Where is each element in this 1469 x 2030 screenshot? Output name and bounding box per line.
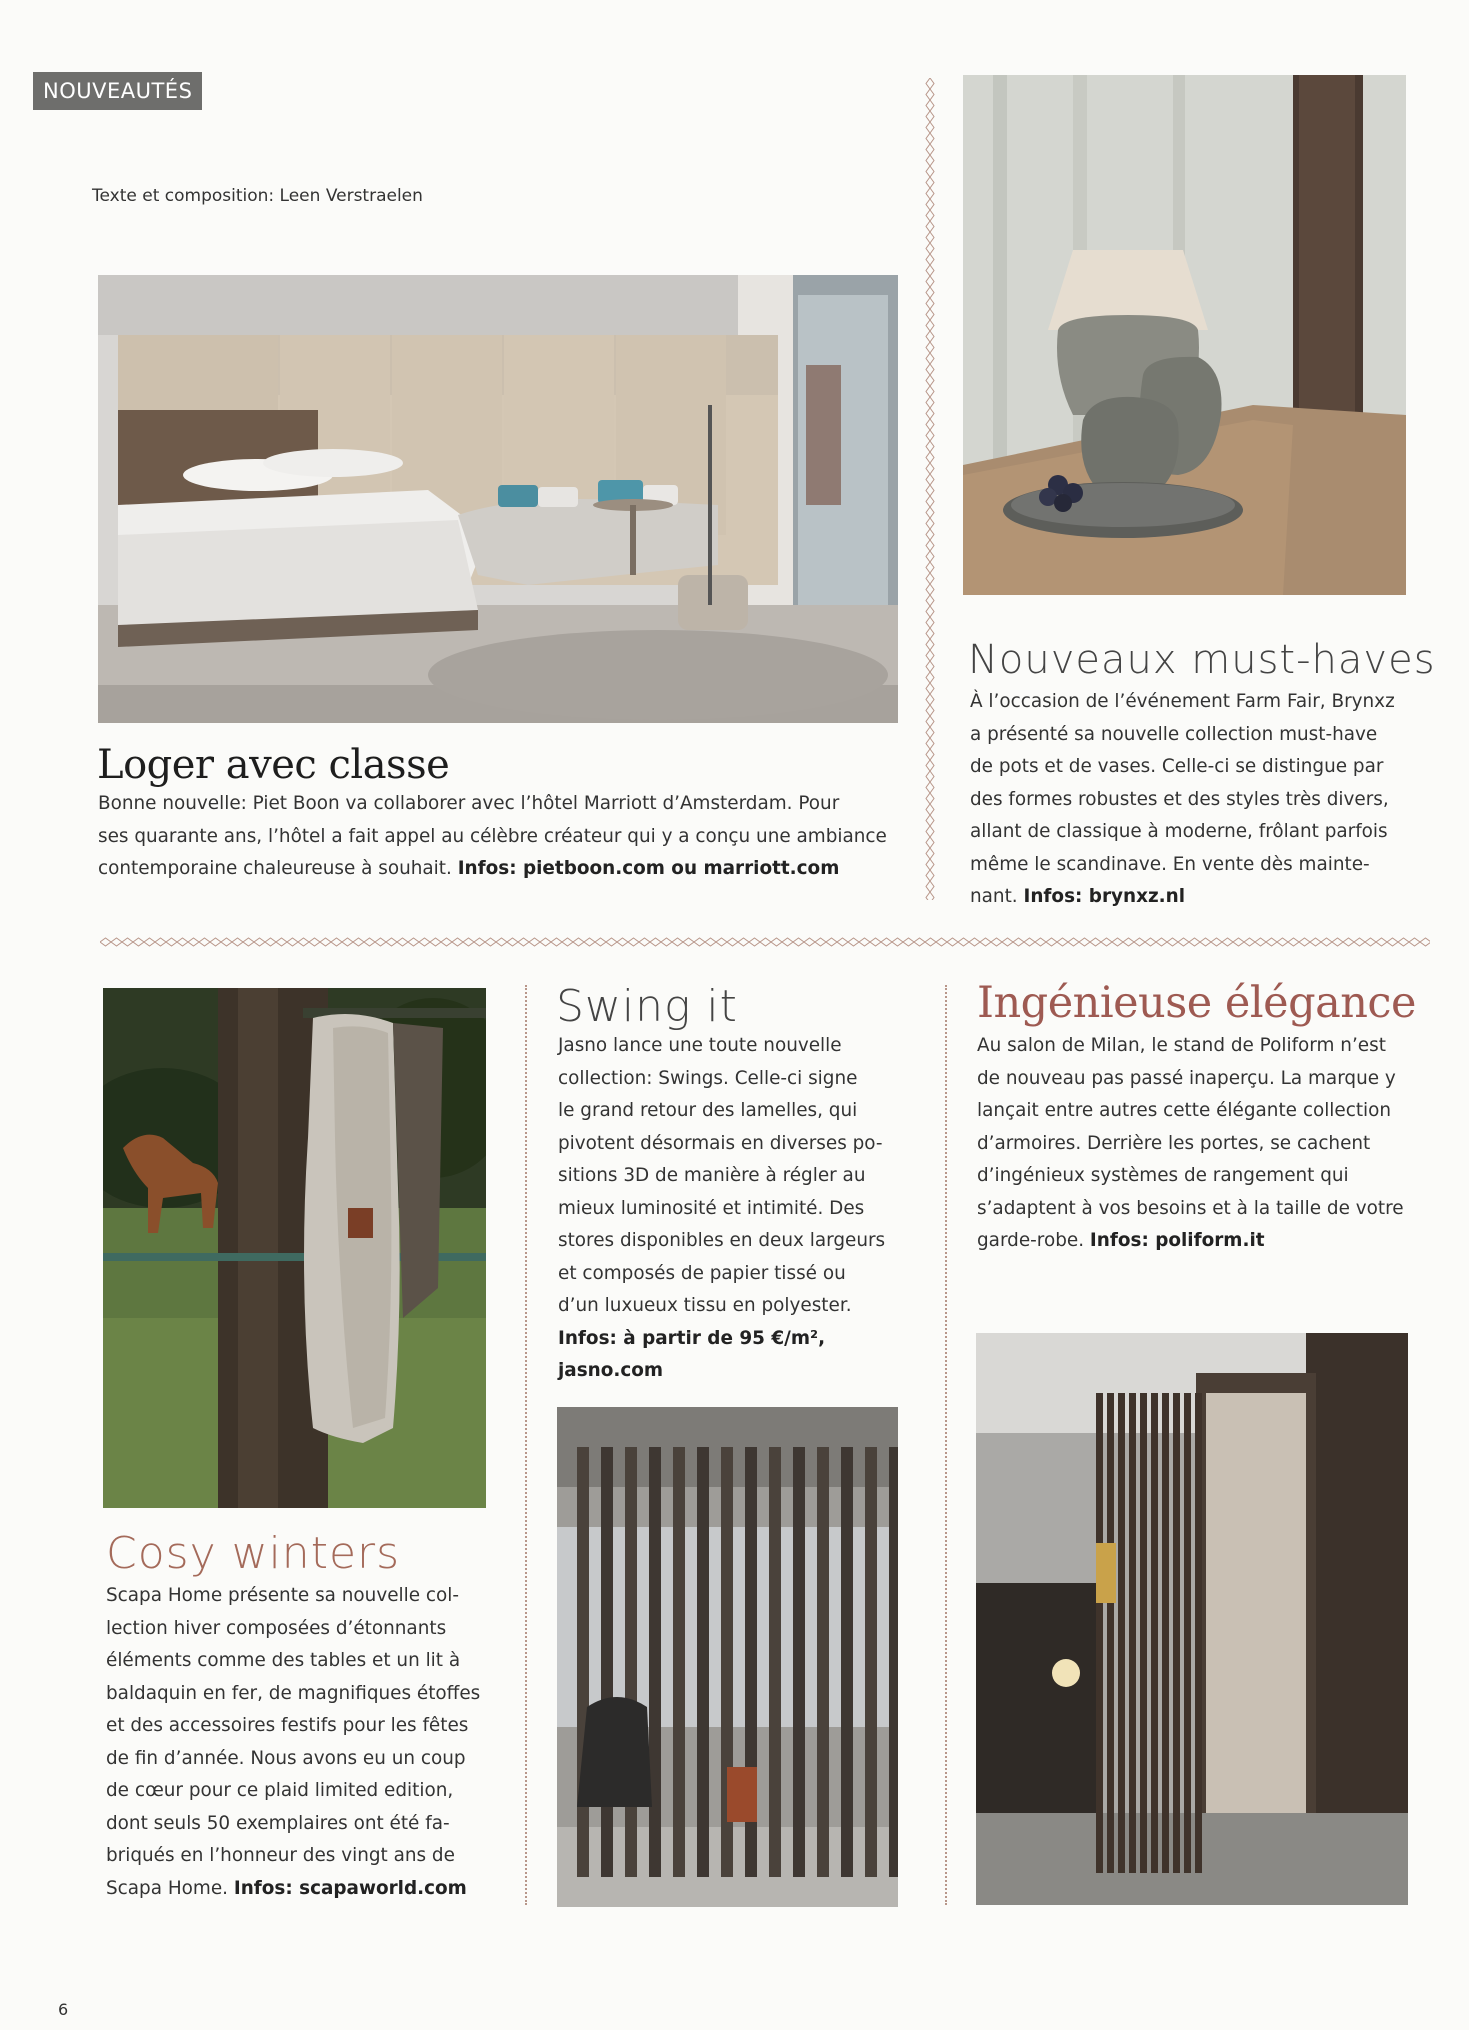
text-line: contemporaine chaleureuse à souhait. Infos: pietboon.com ou marriott.com xyxy=(98,858,840,879)
plaid-horse-photo xyxy=(103,988,486,1508)
vases-lamp-photo xyxy=(963,75,1406,595)
text-line: À l’occasion de l’événement Farm Fair, Brynxz xyxy=(970,691,1395,712)
text-line: allant de classique à moderne, frôlant parfois xyxy=(970,821,1388,842)
text-line: garde-robe. Infos: poliform.it xyxy=(977,1230,1265,1251)
info-link-jasno-price: Infos: à partir de 95 €/m², xyxy=(558,1327,826,1349)
credit-line: Texte et composition: Leen Verstraelen xyxy=(92,186,423,206)
body-cosy-winters xyxy=(106,1580,498,1905)
page-number: 6 xyxy=(58,2000,69,2019)
swing-blinds-photo xyxy=(557,1407,898,1907)
info-link-brynxz: Infos: brynxz.nl xyxy=(1023,886,1186,907)
title-nouveaux-must-haves: Nouveaux must-haves xyxy=(968,637,1436,683)
vertical-divider-top xyxy=(925,78,935,900)
title-cosy-winters: Cosy winters xyxy=(106,1528,401,1579)
text-line: briqués en l’honneur des vingt ans de xyxy=(106,1845,455,1866)
text-line: ses quarante ans, l’hôtel a fait appel au célèbre créateur qui y a conçu une ambiance xyxy=(98,825,887,847)
info-link-scapa: Infos: scapaworld.com xyxy=(233,1877,467,1899)
title-ingenieuse-elegance: Ingénieuse élégance xyxy=(977,978,1416,1028)
text-line: d’ingénieux systèmes de rangement qui xyxy=(977,1165,1349,1186)
horizontal-divider xyxy=(100,937,1430,947)
dotted-divider-left xyxy=(525,985,527,1905)
text-line: d’un luxueux tissu en polyester. xyxy=(558,1295,852,1316)
text-line: sitions 3D de manière à régler au xyxy=(558,1165,866,1186)
text-line: des formes robustes et des styles très divers, xyxy=(970,788,1389,810)
text-line: Scapa Home. Infos: scapaworld.com xyxy=(106,1877,467,1899)
text-line: de fin d’année. Nous avons eu un coup xyxy=(106,1747,466,1769)
text-line: pivotent désormais en diverses po- xyxy=(558,1132,883,1154)
text-line: éléments comme des tables et un lit à xyxy=(106,1650,461,1671)
section-tag: NOUVEAUTÉS xyxy=(33,72,202,110)
text-line: dont seuls 50 exemplaires ont été fa- xyxy=(106,1812,450,1834)
body-loger-avec-classe xyxy=(98,788,898,886)
text-line: de cœur pour ce plaid limited edition, xyxy=(106,1780,454,1801)
text-line: lection hiver composées d’étonnants xyxy=(106,1617,447,1639)
title-loger-avec-classe: Loger avec classe xyxy=(97,742,450,788)
text-line: même le scandinave. En vente dès mainte- xyxy=(970,853,1370,875)
text-line: d’armoires. Derrière les portes, se cachent xyxy=(977,1132,1371,1154)
text-line: a présenté sa nouvelle collection must-have xyxy=(970,723,1378,745)
body-swing-it xyxy=(558,1030,898,1388)
text-line: collection: Swings. Celle-ci signe xyxy=(558,1067,858,1089)
text-line: Bonne nouvelle: Piet Boon va collaborer avec l’hôtel Marriott d’Amsterdam. Pour xyxy=(98,793,840,814)
dotted-divider-right xyxy=(945,985,947,1905)
text-line: s’adaptent à vos besoins et à la taille de votre xyxy=(977,1197,1404,1219)
info-link-loger: Infos: pietboon.com ou marriott.com xyxy=(457,858,840,879)
hotel-bedroom-photo xyxy=(98,275,898,723)
text-line: et composés de papier tissé ou xyxy=(558,1262,846,1284)
text-line: Scapa Home présente sa nouvelle col- xyxy=(106,1585,460,1606)
info-link-poliform: Infos: poliform.it xyxy=(1089,1230,1265,1251)
info-link-jasno: jasno.com xyxy=(558,1360,664,1381)
text-line: lançait entre autres cette élégante collection xyxy=(977,1100,1392,1121)
text-line: et des accessoires festifs pour les fêtes xyxy=(106,1715,469,1736)
text-line: nant. Infos: brynxz.nl xyxy=(970,886,1186,907)
text-line: Jasno lance une toute nouvelle xyxy=(558,1035,842,1056)
body-ingenieuse-elegance xyxy=(977,1030,1409,1258)
text-line: stores disponibles en deux largeurs xyxy=(558,1230,886,1251)
text-line: le grand retour des lamelles, qui xyxy=(558,1100,858,1121)
body-nouveaux-must-haves xyxy=(970,686,1410,914)
text-line: Au salon de Milan, le stand de Poliform n’est xyxy=(977,1035,1386,1056)
text-line: de pots et de vases. Celle-ci se distingue par xyxy=(970,756,1384,777)
text-line: de nouveau pas passé inaperçu. La marque y xyxy=(977,1067,1396,1089)
text-line: baldaquin en fer, de magnifiques étoffes xyxy=(106,1682,481,1704)
title-swing-it: Swing it xyxy=(556,981,738,1032)
wardrobe-photo xyxy=(976,1333,1408,1905)
text-line: mieux luminosité et intimité. Des xyxy=(558,1197,865,1219)
